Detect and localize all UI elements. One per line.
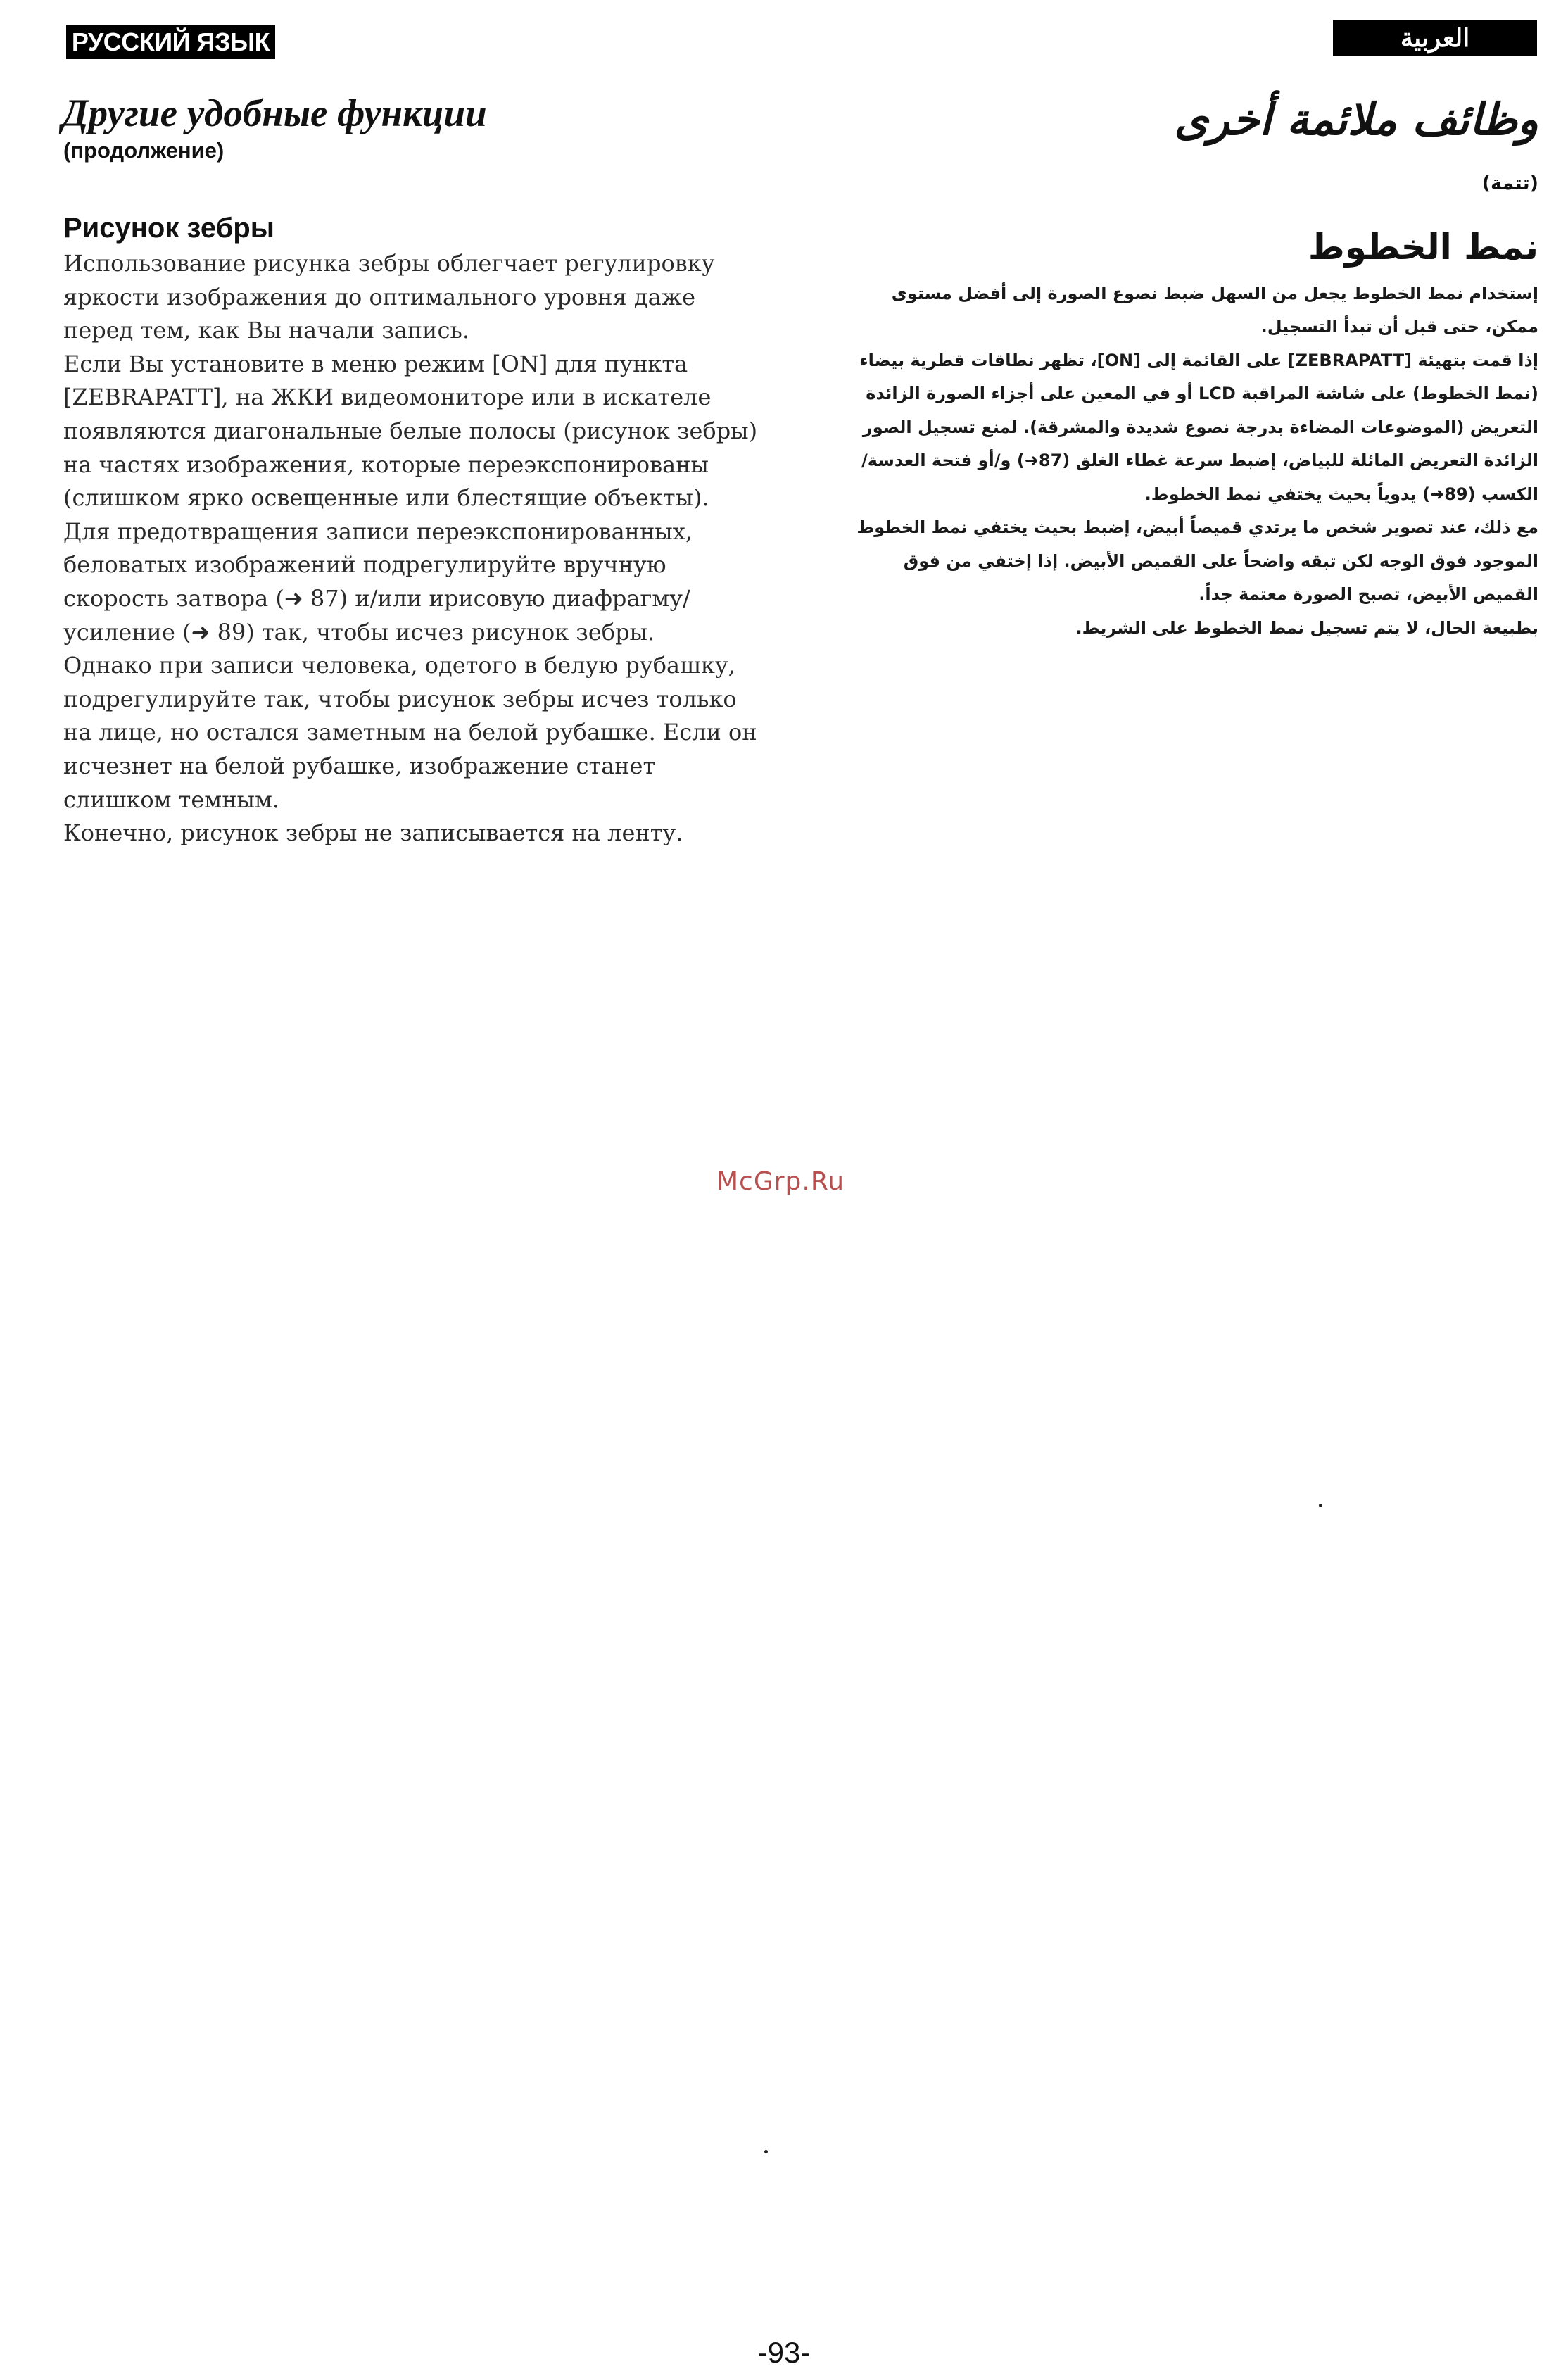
ar-paragraph: بطبيعة الحال، لا يتم تسجيل نمط الخطوط على الشريط.: [1075, 617, 1538, 638]
ru-section-body: [63, 247, 759, 850]
ar-section-body: [835, 277, 1538, 646]
speck-mark: [1319, 1504, 1322, 1507]
ru-paragraph: Использование рисунка зебры облегчает регулировку яркости изображения до оптимального уровня даже перед тем, как Вы начали запись.: [63, 250, 715, 344]
ru-page-subtitle: (продолжение): [63, 138, 225, 163]
russian-column: [62, 90, 759, 850]
ar-page-title: وظائف ملائمة أخرى: [1174, 94, 1538, 145]
ru-section-heading: Рисунок зебры: [63, 213, 274, 244]
ar-section-heading: نمط الخطوط: [1308, 226, 1538, 268]
ru-paragraph: Однако при записи человека, одетого в белую рубашку, подрегулируйте так, чтобы рисунок зебры исчез только на лице, но остался заметным на белой рубашке. Если он исчезнет на белой рубашке, изображение станет слишком темным.: [63, 652, 757, 813]
ru-page-title: Другие удобные функции: [62, 92, 487, 134]
ar-paragraph: مع ذلك، عند تصوير شخص ما يرتدي قميصاً أبيض، إضبط بحيث يختفي نمط الخطوط الموجود فوق الوجه لكن تبقه واضحاً على القميص الأبيض. إذا إختفي من فوق القميص الأبيض، تصبح الصورة معتمة جداً.: [856, 517, 1538, 605]
watermark: McGrp.Ru: [716, 1167, 845, 1196]
ru-paragraph: Конечно, рисунок зебры не записывается на ленту.: [63, 819, 683, 847]
speck-mark: [764, 2150, 768, 2153]
ru-paragraph: Если Вы установите в меню режим [ON] для пункта [ZEBRAPATT], на ЖКИ видеомониторе или в искателе появляются диагональные белые полосы (рисунок зебры) на частях изображения, которые переэкспонированы (слишком ярко освещенные или блестящие объекты). Для предотвращения записи переэкспонированных, беловатых изображений подрегулируйте вручную скорость затвора (➜ 87) и/или ирисовую диафрагму/усиление (➜ 89) так, чтобы исчез рисунок зебры.: [63, 350, 758, 646]
ar-page-subtitle: (تتمة): [1481, 172, 1538, 194]
russian-language-tab: РУССКИЙ ЯЗЫК: [66, 25, 275, 59]
page-number: -93-: [757, 2336, 811, 2369]
arabic-language-tab: العربية: [1333, 20, 1537, 56]
arabic-column: [835, 92, 1538, 645]
ar-paragraph: إذا قمت بتهيئة [ZEBRAPATT] على القائمة إلى [ON]، تظهر نطاقات قطرية بيضاء (نمط الخطوط) على شاشة المراقبة LCD أو في المعين على أجزاء الصورة الزائدة التعريض (الموضوعات المضاءة بدرجة نصوع شديدة والمشرقة). لمنع تسجيل الصور الزائدة التعريض المائلة للبياض، إضبط سرعة غطاء الغلق (87➜) و/أو فتحة العدسة/الكسب (89➜) يدوياً بحيث يختفي نمط الخطوط.: [859, 350, 1538, 504]
ar-paragraph: إستخدام نمط الخطوط يجعل من السهل ضبط نصوع الصورة إلى أفضل مستوى ممكن، حتى قبل أن تبدأ التسجيل.: [891, 283, 1538, 337]
